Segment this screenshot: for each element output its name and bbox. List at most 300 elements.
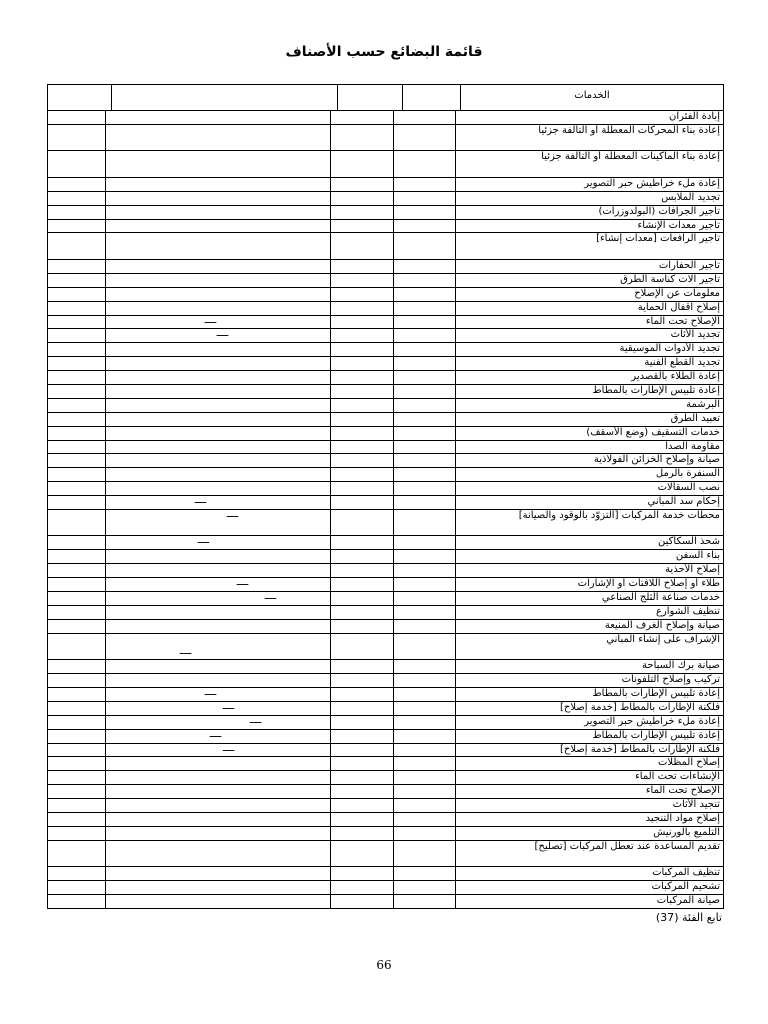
blank-cell: [331, 192, 394, 205]
blank-cell: [394, 660, 456, 673]
dash-mark: —: [209, 729, 222, 743]
page-number: 66: [376, 958, 392, 972]
mark-cell: [106, 895, 331, 908]
blank-cell: [48, 660, 106, 673]
blank-cell: [48, 634, 106, 660]
service-name: الإصلاح تحت الماء: [645, 315, 720, 327]
mark-cell: [106, 634, 331, 660]
service-name: تعبيد الطرق: [670, 412, 720, 424]
service-name: إصلاح مواد التنجيد: [645, 813, 720, 825]
dash-mark: —: [194, 496, 207, 509]
service-name: إحكام سد المباني: [647, 496, 720, 508]
service-name: إعادة ملء خراطيش حبر التصوير: [584, 177, 720, 189]
blank-cell: [331, 771, 394, 784]
mark-cell: [106, 385, 331, 398]
blank-cell: [48, 357, 106, 370]
blank-cell: [48, 274, 106, 287]
blank-cell: [394, 716, 456, 729]
mark-cell: [106, 274, 331, 287]
blank-cell: [394, 206, 456, 219]
blank-cell: [48, 757, 106, 770]
blank-cell: [48, 427, 106, 440]
service-name: الإصلاح تحت الماء: [645, 785, 720, 797]
dash-mark: —: [236, 578, 249, 592]
table-row: [48, 125, 723, 152]
service-name: صيانة برك السباحة: [642, 660, 720, 672]
blank-cell: [331, 206, 394, 219]
blank-cell: [48, 151, 106, 177]
blank-cell: [331, 482, 394, 495]
blank-cell: [48, 827, 106, 840]
blank-cell: [331, 867, 394, 880]
blank-cell: [331, 178, 394, 191]
table-row: [48, 329, 723, 343]
blank-cell: [48, 302, 106, 315]
blank-cell: [331, 288, 394, 301]
blank-cell: [48, 730, 106, 743]
blank-cell: [48, 867, 106, 880]
blank-cell: [331, 413, 394, 426]
blank-cell: [331, 371, 394, 384]
table-row: [48, 385, 723, 399]
blank-cell: [394, 399, 456, 412]
blank-cell: [394, 192, 456, 205]
blank-cell: [48, 343, 106, 356]
blank-cell: [394, 302, 456, 315]
blank-cell: [331, 151, 394, 177]
blank-cell: [48, 716, 106, 729]
table-row: [48, 482, 723, 496]
blank-cell: [394, 468, 456, 481]
blank-cell: [331, 111, 394, 124]
blank-cell: [394, 620, 456, 633]
blank-cell: [331, 399, 394, 412]
mark-cell: [106, 620, 331, 633]
table-row: [48, 192, 723, 206]
blank-cell: [394, 867, 456, 880]
table-row: [48, 813, 723, 827]
blank-cell: [48, 233, 106, 259]
blank-cell: [394, 881, 456, 894]
blank-cell: [394, 674, 456, 687]
table-row: [48, 178, 723, 192]
continuation-note: تابع الفئة (37): [655, 911, 722, 924]
mark-cell: [106, 206, 331, 219]
blank-cell: [394, 564, 456, 577]
blank-cell: [394, 260, 456, 273]
blank-cell: [331, 634, 394, 660]
table-row: [48, 399, 723, 413]
service-name: تأجير آلات كناسة الطرق: [620, 273, 720, 285]
mark-cell: [106, 510, 331, 536]
service-name: إعادة تلبيس الإطارات بالمطاط: [592, 729, 720, 741]
dash-mark: —: [226, 509, 239, 524]
mark-cell: [106, 550, 331, 563]
service-name: تنظيف الشوارع: [655, 605, 720, 617]
blank-cell: [331, 716, 394, 729]
mark-cell: [106, 125, 331, 151]
blank-cell: [394, 634, 456, 660]
table-row: [48, 827, 723, 841]
blank-cell: [394, 771, 456, 784]
table-row: [48, 413, 723, 427]
blank-cell: [48, 841, 106, 867]
table-row: [48, 592, 723, 606]
blank-cell: [48, 785, 106, 798]
service-name: تأجير الحفارات: [658, 259, 720, 271]
blank-cell: [48, 111, 106, 124]
mark-cell: [106, 111, 331, 124]
blank-cell: [331, 441, 394, 454]
table-row: [48, 620, 723, 634]
mark-cell: [106, 233, 331, 259]
mark-cell: [106, 799, 331, 812]
service-name: محطات خدمة المركبات [التزوّد بالوقود والصيانة]: [518, 509, 720, 521]
dash-mark: —: [264, 592, 277, 605]
blank-cell: [394, 757, 456, 770]
table-row: [48, 206, 723, 220]
blank-cell: [48, 178, 106, 191]
blank-cell: [394, 744, 456, 757]
mark-cell: [106, 151, 331, 177]
blank-cell: [48, 399, 106, 412]
table-row: [48, 111, 723, 125]
mark-cell: [106, 441, 331, 454]
blank-cell: [331, 220, 394, 233]
blank-cell: [394, 178, 456, 191]
service-name: تجديد القطع الفنية: [644, 357, 720, 369]
blank-cell: [48, 550, 106, 563]
mark-cell: [106, 260, 331, 273]
service-name: تشحيم المركبات: [651, 881, 720, 893]
service-name: نصب السقالات: [657, 482, 720, 494]
blank-cell: [331, 620, 394, 633]
blank-cell: [48, 468, 106, 481]
service-name: إعادة تلبيس الإطارات بالمطاط: [592, 384, 720, 396]
service-name: إبادة الفئران: [668, 111, 720, 122]
blank-cell: [48, 316, 106, 329]
mark-cell: [106, 536, 331, 549]
mark-cell: [106, 564, 331, 577]
service-name: معلومات عن الإصلاح: [634, 287, 720, 299]
mark-cell: [106, 716, 331, 729]
blank-cell: [48, 674, 106, 687]
blank-cell: [48, 881, 106, 894]
mark-cell: [106, 702, 331, 715]
mark-cell: [106, 660, 331, 673]
mark-cell: [106, 427, 331, 440]
mark-cell: [106, 785, 331, 798]
table-row: [48, 220, 723, 234]
service-name: التلميع بالورنيش: [653, 826, 720, 838]
blank-cell: [48, 496, 106, 509]
blank-cell: [48, 895, 106, 908]
table-row: [48, 496, 723, 510]
service-name: إصلاح المظلات: [657, 757, 720, 769]
blank-cell: [48, 206, 106, 219]
table-row: [48, 510, 723, 537]
blank-cell: [331, 606, 394, 619]
blank-cell: [394, 454, 456, 467]
service-name: تقديم المساعدة عند تعطل المركبات [تصليح]: [534, 840, 720, 852]
blank-cell: [394, 510, 456, 536]
blank-cell: [394, 316, 456, 329]
blank-cell: [394, 606, 456, 619]
blank-cell: [48, 813, 106, 826]
page-title: قائمة البضائع حسب الأصناف: [285, 44, 483, 60]
blank-cell: [331, 454, 394, 467]
table-row: [48, 881, 723, 895]
table-row: [48, 674, 723, 688]
blank-cell: [48, 329, 106, 342]
mark-cell: [106, 468, 331, 481]
table-row: [48, 151, 723, 178]
mark-cell: [106, 496, 331, 509]
service-name: طلاء أو إصلاح اللافتات أو الإشارات: [577, 578, 720, 590]
table-row: [48, 702, 723, 716]
blank-cell: [331, 660, 394, 673]
dash-mark: —: [197, 536, 210, 550]
mark-cell: [106, 192, 331, 205]
blank-cell: [48, 260, 106, 273]
service-name: تجديد الأدوات الموسيقية: [619, 343, 720, 355]
blank-cell: [394, 329, 456, 342]
table-row: [48, 799, 723, 813]
dash-mark: —: [249, 715, 262, 729]
header-services-label: الخدمات: [574, 90, 610, 101]
blank-cell: [394, 841, 456, 867]
blank-cell: [48, 688, 106, 701]
blank-cell: [394, 385, 456, 398]
service-name: السنفرة بالرمل: [655, 468, 720, 480]
blank-cell: [331, 702, 394, 715]
blank-cell: [394, 413, 456, 426]
blank-cell: [394, 125, 456, 151]
blank-cell: [331, 233, 394, 259]
mark-cell: [106, 592, 331, 605]
blank-cell: [48, 564, 106, 577]
blank-cell: [394, 288, 456, 301]
blank-cell: [48, 620, 106, 633]
service-name: تأجير الجرافات (البولدوزرات): [598, 205, 720, 217]
table-row: [48, 357, 723, 371]
service-name: صيانة وإصلاح الغرف المنيعة: [604, 619, 720, 631]
blank-cell: [394, 813, 456, 826]
blank-cell: [394, 427, 456, 440]
blank-cell: [331, 757, 394, 770]
table-row: [48, 441, 723, 455]
service-name: تنجيد الأثاث: [672, 799, 720, 811]
blank-cell: [48, 771, 106, 784]
mark-cell: [106, 813, 331, 826]
table-row: [48, 316, 723, 330]
service-name: بناء السفن: [675, 550, 720, 562]
blank-cell: [331, 799, 394, 812]
service-name: صيانة المركبات: [656, 895, 720, 907]
service-name: فلكنة الإطارات بالمطاط [خدمة إصلاح]: [559, 743, 720, 755]
blank-cell: [394, 496, 456, 509]
dash-mark: —: [179, 645, 192, 660]
dash-mark: —: [222, 701, 235, 715]
service-name: تأجير الرافعات [معدات إنشاء]: [596, 233, 720, 245]
mark-cell: [106, 606, 331, 619]
service-name: شحذ السكاكين: [658, 536, 720, 548]
table-row: [48, 427, 723, 441]
blank-cell: [331, 827, 394, 840]
table-row: [48, 867, 723, 881]
blank-cell: [394, 688, 456, 701]
dash-mark: —: [204, 688, 217, 701]
blank-cell: [331, 744, 394, 757]
blank-cell: [331, 785, 394, 798]
blank-cell: [331, 274, 394, 287]
table-row: [48, 550, 723, 564]
blank-cell: [331, 316, 394, 329]
blank-cell: [48, 510, 106, 536]
table-row: [48, 688, 723, 702]
dash-mark: —: [204, 315, 217, 329]
table-row: [48, 371, 723, 385]
mark-cell: [106, 178, 331, 191]
blank-cell: [331, 329, 394, 342]
blank-cell: [394, 550, 456, 563]
services-table: [47, 110, 724, 909]
blank-cell: [331, 688, 394, 701]
blank-cell: [331, 578, 394, 591]
mark-cell: [106, 371, 331, 384]
blank-cell: [48, 288, 106, 301]
service-name: مقاومة الصدأ: [665, 440, 720, 452]
service-name: البرشمة: [686, 398, 720, 410]
service-name: الإشراف على إنشاء المباني: [606, 633, 720, 645]
blank-cell: [331, 674, 394, 687]
blank-cell: [331, 343, 394, 356]
service-name: إصلاح الأحذية: [665, 564, 720, 576]
blank-cell: [48, 385, 106, 398]
blank-cell: [331, 564, 394, 577]
blank-cell: [48, 744, 106, 757]
table-row: [48, 841, 723, 868]
blank-cell: [331, 813, 394, 826]
mark-cell: [106, 413, 331, 426]
blank-cell: [394, 482, 456, 495]
service-name: إعادة تلبيس الإطارات بالمطاط: [592, 688, 720, 699]
table-row: [48, 730, 723, 744]
blank-cell: [331, 841, 394, 867]
blank-cell: [394, 536, 456, 549]
blank-cell: [48, 536, 106, 549]
service-name: إعادة بناء المحركات المعطلة أو التالفة جزئياً: [538, 124, 720, 136]
table-row: [48, 771, 723, 785]
blank-cell: [394, 827, 456, 840]
blank-cell: [331, 385, 394, 398]
service-name: خدمات التسقيف (وضع الأسقف): [586, 426, 720, 438]
blank-cell: [394, 702, 456, 715]
blank-cell: [331, 302, 394, 315]
blank-cell: [331, 895, 394, 908]
mark-cell: [106, 482, 331, 495]
blank-cell: [331, 881, 394, 894]
blank-cell: [48, 441, 106, 454]
blank-cell: [394, 895, 456, 908]
blank-cell: [394, 592, 456, 605]
mark-cell: [106, 688, 331, 701]
table-row: [48, 757, 723, 771]
table-row: [48, 343, 723, 357]
table-row: [48, 606, 723, 620]
table-row: [48, 233, 723, 260]
blank-cell: [394, 441, 456, 454]
blank-cell: [331, 427, 394, 440]
blank-cell: [331, 592, 394, 605]
table-row: [48, 302, 723, 316]
mark-cell: [106, 357, 331, 370]
mark-cell: [106, 744, 331, 757]
blank-cell: [48, 125, 106, 151]
blank-cell: [48, 413, 106, 426]
blank-cell: [48, 702, 106, 715]
blank-cell: [394, 371, 456, 384]
table-row: [48, 468, 723, 482]
service-name: فلكنة الإطارات بالمطاط [خدمة إصلاح]: [559, 701, 720, 713]
blank-cell: [331, 730, 394, 743]
mark-cell: [106, 674, 331, 687]
table-row: [48, 660, 723, 674]
blank-cell: [48, 220, 106, 233]
header-blank-cell: [48, 85, 112, 110]
table-row: [48, 716, 723, 730]
blank-cell: [48, 799, 106, 812]
blank-cell: [48, 454, 106, 467]
blank-cell: [394, 578, 456, 591]
blank-cell: [394, 785, 456, 798]
blank-cell: [48, 192, 106, 205]
blank-cell: [48, 606, 106, 619]
service-name: إعادة الطلاء بالقصدير: [631, 371, 720, 383]
blank-cell: [48, 371, 106, 384]
table-row: [48, 260, 723, 274]
mark-cell: [106, 288, 331, 301]
blank-cell: [331, 510, 394, 536]
header-blank-cell: [338, 85, 403, 110]
blank-cell: [394, 799, 456, 812]
mark-cell: [106, 730, 331, 743]
mark-cell: [106, 316, 331, 329]
service-name: تجديد الملابس: [661, 191, 720, 203]
service-name: تنظيف المركبات: [652, 867, 720, 879]
mark-cell: [106, 399, 331, 412]
table-row: [48, 288, 723, 302]
service-name: صيانة وإصلاح الخزائن الفولاذية: [593, 454, 720, 466]
blank-cell: [394, 233, 456, 259]
blank-cell: [331, 260, 394, 273]
blank-cell: [394, 111, 456, 124]
mark-cell: [106, 827, 331, 840]
service-name: تركيب وإصلاح التلفونات: [621, 674, 720, 686]
mark-cell: [106, 867, 331, 880]
table-row: [48, 578, 723, 592]
mark-cell: [106, 578, 331, 591]
header-blank-cell: [112, 85, 338, 110]
mark-cell: [106, 881, 331, 894]
blank-cell: [48, 578, 106, 591]
table-row: [48, 744, 723, 758]
blank-cell: [331, 357, 394, 370]
blank-cell: [394, 730, 456, 743]
mark-cell: [106, 220, 331, 233]
mark-cell: [106, 302, 331, 315]
service-name: الإنشاءات تحت الماء: [635, 771, 720, 783]
